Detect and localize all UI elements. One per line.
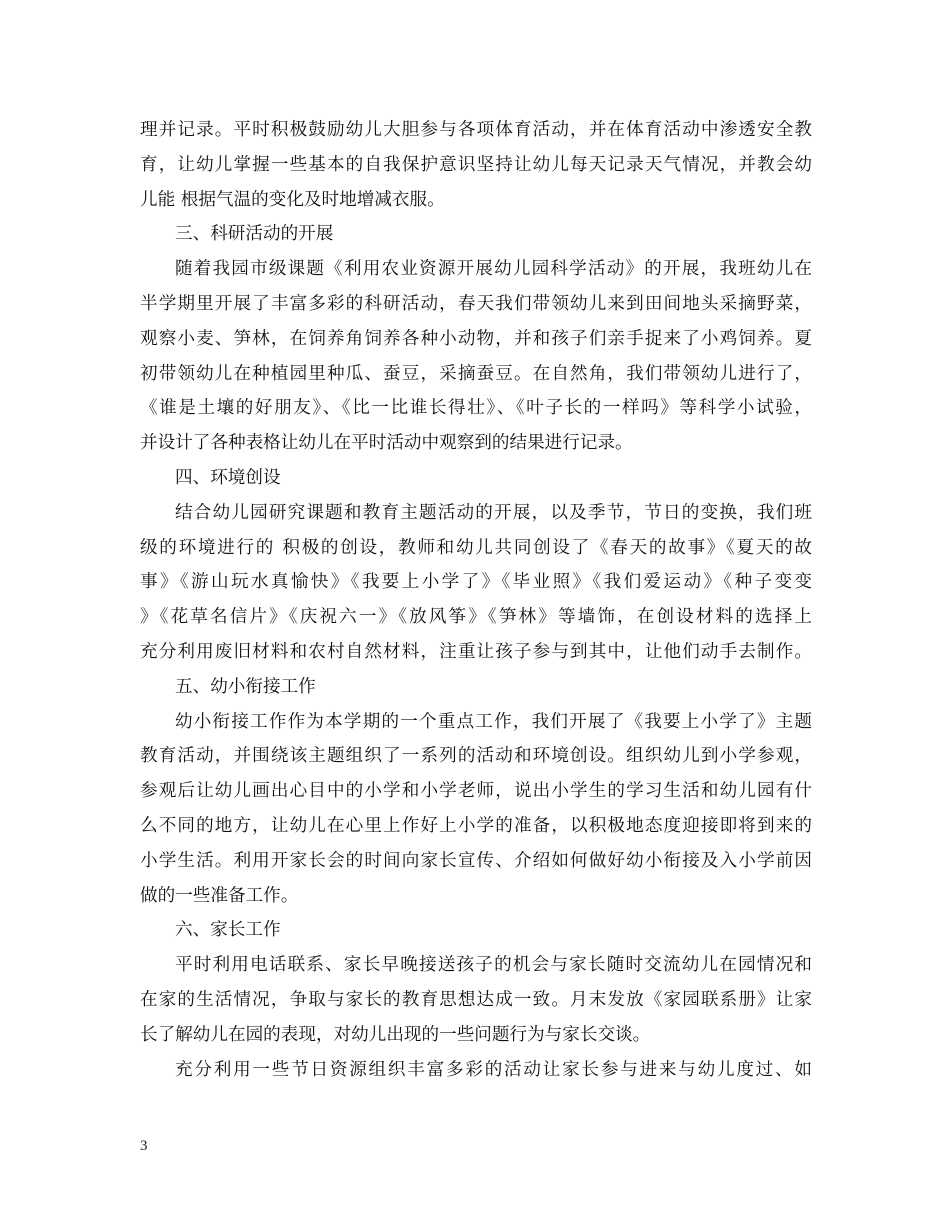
text-line: 随着我园市级课题《利用农业资源开展幼儿园科学活动》的开展，我班幼儿在 bbox=[175, 259, 812, 280]
text-line: 做的一些准备工作。 bbox=[140, 885, 299, 906]
text-line: 级的环境进行的 积极的创设，教师和幼儿共同创设了《春天的故事》《夏天的故 bbox=[140, 537, 812, 558]
text-line: 理并记录。平时积极鼓励幼儿大胆参与各项体育活动，并在体育活动中渗透安全教 bbox=[140, 120, 812, 140]
text-line: 观察小麦、笋林，在饲养角饲养各种小动物，并和孩子们亲手捉来了小鸡饲养。夏 bbox=[140, 328, 812, 349]
text-line: 参观后让幼儿画出心目中的小学和小学老师，说出小学生的学习生活和幼儿园有什 bbox=[140, 781, 812, 802]
page-number: 3 bbox=[140, 1138, 148, 1154]
text-line: 结合幼儿园研究课题和教育主题活动的开展，以及季节，节日的变换，我们班 bbox=[175, 502, 812, 523]
section-heading: 五、幼小衔接工作 bbox=[175, 676, 316, 697]
section-heading: 四、环境创设 bbox=[175, 467, 281, 488]
text-line: 么不同的地方，让幼儿在心里上作好上小学的准备，以积极地态度迎接即将到来的 bbox=[140, 815, 812, 836]
text-line: 教育活动，并围绕该主题组织了一系列的活动和环境创设。组织幼儿到小学参观， bbox=[140, 746, 812, 767]
text-line: 并设计了各种表格让幼儿在平时活动中观察到的结果进行记录。 bbox=[140, 433, 633, 454]
text-line: 长了解幼儿在园的表现，对幼儿出现的一些问题行为与家长交谈。 bbox=[140, 1024, 651, 1045]
text-line: 初带领幼儿在种植园里种瓜、蚕豆，采摘蚕豆。在自然角，我们带领幼儿进行了， bbox=[140, 363, 812, 384]
text-line: 充分利用废旧材料和农村自然材料，注重让孩子参与到其中，让他们动手去制作。 bbox=[140, 641, 812, 662]
text-line: 小学生活。利用开家长会的时间向家长宣传、介绍如何做好幼小衔接及入小学前因 bbox=[140, 850, 812, 871]
text-line: 在家的生活情况，争取与家长的教育思想达成一致。月末发放《家园联系册》让家 bbox=[140, 989, 812, 1010]
text-line: 平时利用电话联系、家长早晚接送孩子的机会与家长随时交流幼儿在园情况和 bbox=[175, 955, 812, 976]
text-line: 充分利用一些节日资源组织丰富多彩的活动让家长参与进来与幼儿度过、如 bbox=[175, 1059, 812, 1080]
text-line: 儿能 根据气温的变化及时地增减衣服。 bbox=[140, 189, 445, 210]
text-line: 幼小衔接工作作为本学期的一个重点工作，我们开展了《我要上小学了》主题 bbox=[175, 711, 812, 732]
document-body bbox=[140, 113, 812, 1087]
text-line: 半学期里开展了丰富多彩的科研活动，春天我们带领幼儿来到田间地头采摘野菜， bbox=[140, 293, 812, 314]
text-line: 事》《游山玩水真愉快》《我要上小学了》《毕业照》《我们爱运动》《种子变变 bbox=[140, 572, 812, 593]
text-line: 育，让幼儿掌握一些基本的自我保护意识坚持让幼儿每天记录天气情况，并教会幼 bbox=[140, 154, 812, 175]
section-heading: 三、科研活动的开展 bbox=[175, 224, 334, 245]
text-line: 《谁是土壤的好朋友》、《比一比谁长得壮》、《叶子长的一样吗》等科学小试验， bbox=[140, 398, 812, 419]
section-heading: 六、家长工作 bbox=[175, 920, 281, 941]
text-line: 》《花草名信片》《庆祝六一》《放风筝》《笋林》等墙饰，在创设材料的选择上 bbox=[140, 607, 812, 628]
